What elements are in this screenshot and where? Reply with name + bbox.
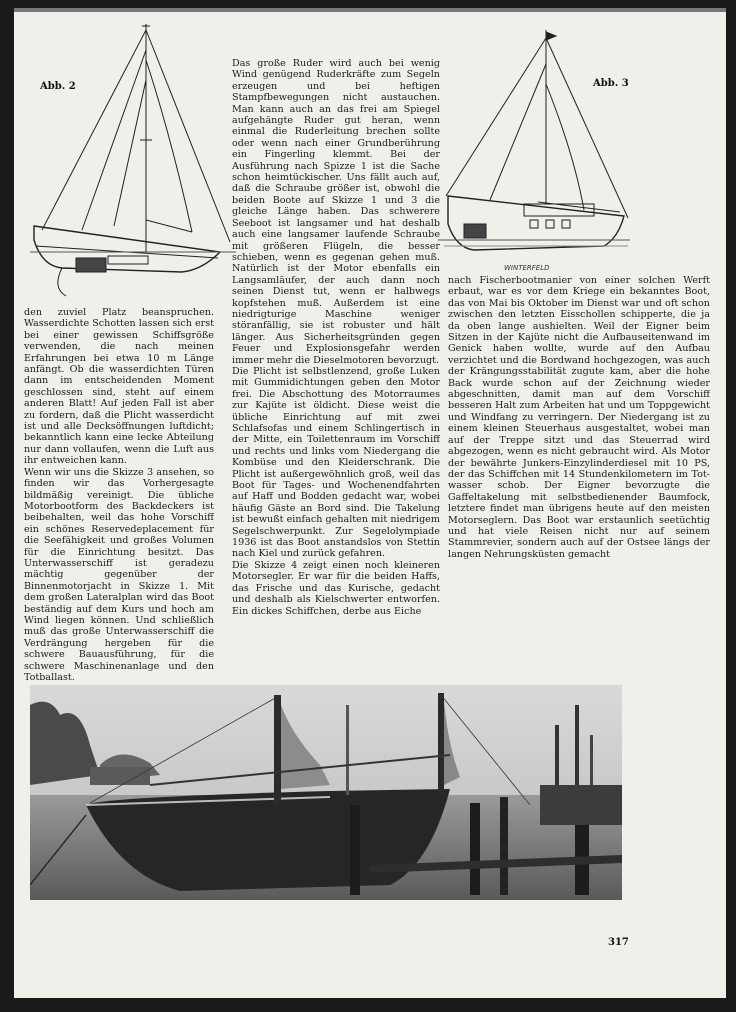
paragraph: Die Skizze 4 zeigt einen noch kleineren Motorsegler. Er war für die beiden Haffs, das Frische und das Kurische, gedacht und deshalb als Kielschwerter entworfen. Ein dickes Schiffchen, derbe aus Eiche <box>232 559 440 617</box>
paragraph: Das große Ruder wird auch bei wenig Wind genügend Ruderkräfte zum Segeln erzeugen und bei heftigen Stampfbewegungen nicht austauchen. Man kann auch an das frei am Spiegel aufgehängte Ruder gut heran, wenn einmal die Ruderleitung brechen sollte oder wenn nach einer Grundberührung ein Fingerling klemmt. Bei der Ausführung nach Spizze 1 ist die Sache schon heimtückischer. Uns fällt auch auf, daß die Schraube größer ist, obwohl die beiden Boote auf Skizze 1 und 3 die gleiche Länge haben. Das schwerere Seeboot ist langsamer und hat deshalb auch eine langsamer laufende Schraube mit größeren Flügeln, die besser schieben, wenn es gegenan gehen muß. Natürlich ist der Motor ebenfalls ein Langsamläufer, der auch dann noch seinen Dienst tut, wenn er halbwegs kopfstehen muß. Außerdem ist eine niedrigturige Maschine weniger störanfällig, sie ist robuster und hält länger. Aus Sicherheitsgründen gegen Feuer und Explosionsgefahr werden immer mehr die Dieselmotoren bevorzugt. <box>232 58 440 366</box>
paragraph: den zuviel Platz beanspruchen. Wasserdichte Schotten lassen sich erst bei einer gewissen Schiffsgröße verwenden, die nach meinen Erfahrungen bei etwa 10 m Länge anfängt. Ob die wasserdichten Türen dann im entscheidenden Moment geschlossen sind, steht auf einem anderen Blatt! Auf jeden Fall ist aber zu fordern, daß die Plicht wasserdicht ist und alle Decksöffnungen luftdicht; bekanntlich kann eine lecke Abteilung nur dann vollaufen, wenn die Luft aus ihr entweichen kann. <box>24 307 214 467</box>
sailboat-sketch-abb2 <box>22 20 237 305</box>
page-number: 317 <box>608 937 629 948</box>
scan-edge-top <box>14 8 726 12</box>
harbor-photograph <box>30 685 622 900</box>
sailboat-sketch-abb3 <box>434 24 632 274</box>
text-column-3 <box>448 275 710 695</box>
paragraph: nach Fischerbootmanier von einer solchen Werft erbaut, war es vor dem Kriege ein bekanntes Boot, das von Mai bis Oktober im Dienst war und oft schon zwischen den letzten Eisschollen schipperte, die ja da oben lange aushielten. Weil der Eigner beim Sitzen in der Kajüte nicht die Aufbauseitenwand im Genick haben wollte, wurde auf den Aufbau verzichtet und die Bordwand hochgezogen, was auch der Krängungsstabilität zugute kam, aber die hohe Back wurde schon auf der Zeichnung wieder abgeschnitten, damit man auf dem Vorschiff besseren Halt zum Arbeiten hat und um Toppgewicht und Windfang zu verringern. Der Niedergang ist zu einem kleinen Steuerhaus ausgestaltet, wobei man auf der Treppe sitzt und das Steuerrad wird abgezogen, wenn es nicht gebraucht wird. Als Motor der bewährte Junkers-Einzylinderdiesel mit 10 PS, der das Schiffchen mit 14 Stundenkilometern im Totwasser schob. Der Eigner bevorzugte die Gaffeltakelung mit selbstbedienender Baumfock, letztere findet man übrigens heute auf den meisten Motorseglern. Das Boot war erstaunlich seetüchtig und hat viele Reisen nicht nur auf seinem Stammrevier, sondern auch auf der Ostsee längs der langen Nehrungsküsten gemacht <box>448 275 710 560</box>
figure-label-abb2: Abb. 2 <box>40 81 76 92</box>
boat-name-label: WINTERFELD <box>504 264 550 272</box>
paragraph: Wenn wir uns die Skizze 3 ansehen, so finden wir das Vorhergesagte bildmäßig vereinigt. Die übliche Motorbootform des Backdeckers ist beibehalten, weil das hohe Vorschiff ein schönes Reservedeplacement für die Seefähigkeit und großes Volumen für die Einrichtung besitzt. Das Unterwasserschiff ist geradezu mächtig gegenüber der Binnenmotorjacht in Skizze 1. Mit dem großen Lateralplan wird das Boot beständig auf dem Kurs und hoch am Wind liegen können. Und schließlich muß das große Unterwasserschiff die Verdrängung hergeben für die schwere Bauausführung, für die schwere Maschinenanlage und den Totballast. <box>24 466 214 683</box>
paragraph: Die Plicht ist selbstlenzend, große Luken mit Gummidichtungen geben den Motor frei. Die Abschottung des Motorraumes zur Kajüte ist öldicht. Diese weist die übliche Einrichtung auf mit zwei Schlafsofas und einem Schlingertisch in der Mitte, ein Toilettenraum im Vorschiff und rechts und links vom Niedergang die Kombüse und den Kleiderschrank. Die Plicht ist außergewöhnlich groß, weil das Boot für Tages- und Wochenendfahrten auf Haff und Bodden gedacht war, wobei häufig Gäste an Bord sind. Die Takelung ist bewußt einfach gehalten mit niedrigem Segelschwerpunkt. Zur Segelolympiade 1936 ist das Boot anstandslos von Stettin nach Kiel und zurück gefahren. <box>232 365 440 560</box>
figure-label-abb3: Abb. 3 <box>593 78 629 89</box>
magazine-page <box>14 8 726 998</box>
text-column-2 <box>232 58 440 678</box>
